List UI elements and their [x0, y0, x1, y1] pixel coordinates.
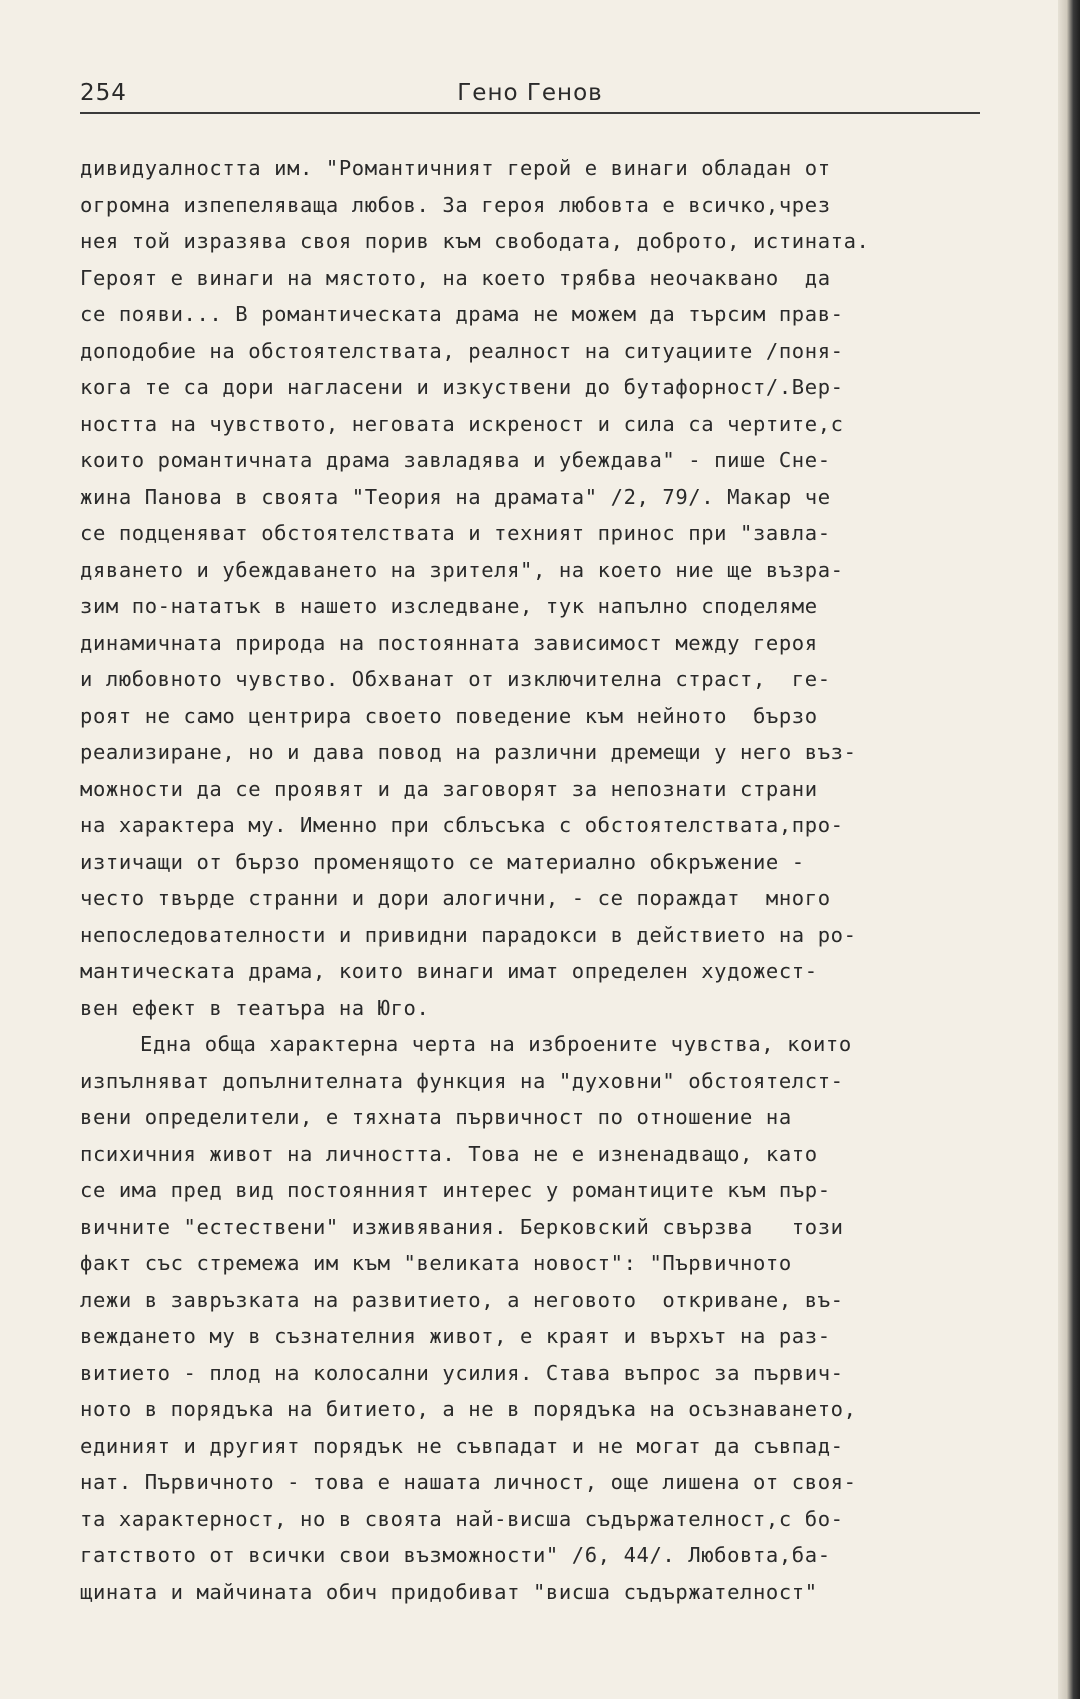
text-line: вен ефект в театъра на Юго. [80, 995, 430, 1020]
page-number: 254 [80, 80, 127, 106]
text-line: които романтичната драма завладява и убеждава" - пише Сне- [80, 448, 831, 472]
text-line: факт със стремежа им към "великата новост": "Първичното [80, 1251, 792, 1275]
text-line: кога те са дори нагласени и изкуствени до бутафорност/.Вер- [80, 375, 844, 399]
text-line: можности да се проявят и да заговорят за непознати страни [80, 776, 818, 801]
text-line: жина Панова в своята "Теория на драмата" /2, 79/. Макар че [80, 484, 831, 509]
text-line: често твърде странни и дори алогични, - се пораждат много [80, 886, 831, 910]
text-line: на характера му. Именно при сблъсъка с обстоятелствата,про- [80, 813, 844, 837]
text-line: лежи в завръзката на развитието, а неговото откриване, въ- [80, 1287, 844, 1312]
page-header [80, 78, 980, 114]
text-line: зим по-нататък в нашето изследване, тук напълно споделяме [80, 594, 818, 618]
text-line: изтичащи от бързо променящото се материално обкръжение - [80, 849, 805, 874]
text-line: вени определители, е тяхната първичност по отношение на [80, 1105, 792, 1129]
text-line: дяването и убеждаването на зрителя", на което ние ще възра- [80, 557, 844, 582]
text-line: веждането му в съзнателния живот, е краят и върхът на раз- [80, 1324, 831, 1348]
text-line: непоследователности и привидни парадокси в действието на ро- [80, 922, 857, 947]
text-line: гатството от всички свои възможности" /6, 44/. Любовта,ба- [80, 1543, 831, 1567]
text-line: се появи... В романтическата драма не можем да търсим прав- [80, 302, 844, 326]
text-line: единият и другият порядък не съвпадат и не могат да съвпад- [80, 1433, 844, 1458]
text-line: ното в порядъка на битието, а не в порядъка на осъзнаването, [80, 1397, 857, 1421]
text-line: щината и майчината обич придобиват "висша съдържателност" [80, 1579, 818, 1604]
text-line: витието - плод на колосални усилия. Става въпрос за първич- [80, 1360, 844, 1385]
text-line: и любовното чувство. Обхванат от изключителна страст, ге- [80, 667, 831, 691]
running-head: Гено Генов [457, 80, 603, 106]
text-line: роят не само центрира своето поведение към нейното бързо [80, 703, 818, 728]
text-line: дивидуалността им. "Романтичният герой е винаги обладан от [80, 156, 831, 180]
text-line: та характерност, но в своята най-висша съдържателност,с бо- [80, 1506, 844, 1531]
text-line: се подценяват обстоятелствата и техният принос при "завла- [80, 521, 831, 545]
text-line: психичния живот на личността. Това не е изненадващо, като [80, 1141, 818, 1166]
text-line: нат. Първичното - това е нашата личност, още лишена от своя- [80, 1470, 857, 1494]
text-line: се има пред вид постоянният интерес у романтиците към пър- [80, 1178, 831, 1202]
text-line: вичните "естествени" изживявания. Берковский свързва този [80, 1214, 844, 1239]
text-line: доподобие на обстоятелствата, реалност на ситуациите /поня- [80, 338, 844, 363]
body-text [80, 150, 1030, 1610]
text-line: Една обща характерна черта на изброените чувства, които [140, 1032, 852, 1056]
text-line: ността на чувството, неговата искреност и сила са чертите,с [80, 411, 844, 436]
text-line: изпълняват допълнителната функция на "духовни" обстоятелст- [80, 1068, 844, 1093]
text-line: нея той изразява своя порив към свободата, доброто, истината. [80, 229, 870, 253]
page-edge-shadow [1058, 0, 1080, 1699]
text-line: динамичната природа на постоянната зависимост между героя [80, 630, 818, 655]
text-line: реализиране, но и дава повод на различни дремещи у него въз- [80, 740, 857, 764]
text-line: Героят е винаги на мястото, на което трябва неочаквано да [80, 265, 831, 290]
text-line: огромна изпепеляваща любов. За героя любовта е всичко,чрез [80, 192, 831, 217]
text-line: мантическата драма, които винаги имат определен художест- [80, 959, 818, 983]
